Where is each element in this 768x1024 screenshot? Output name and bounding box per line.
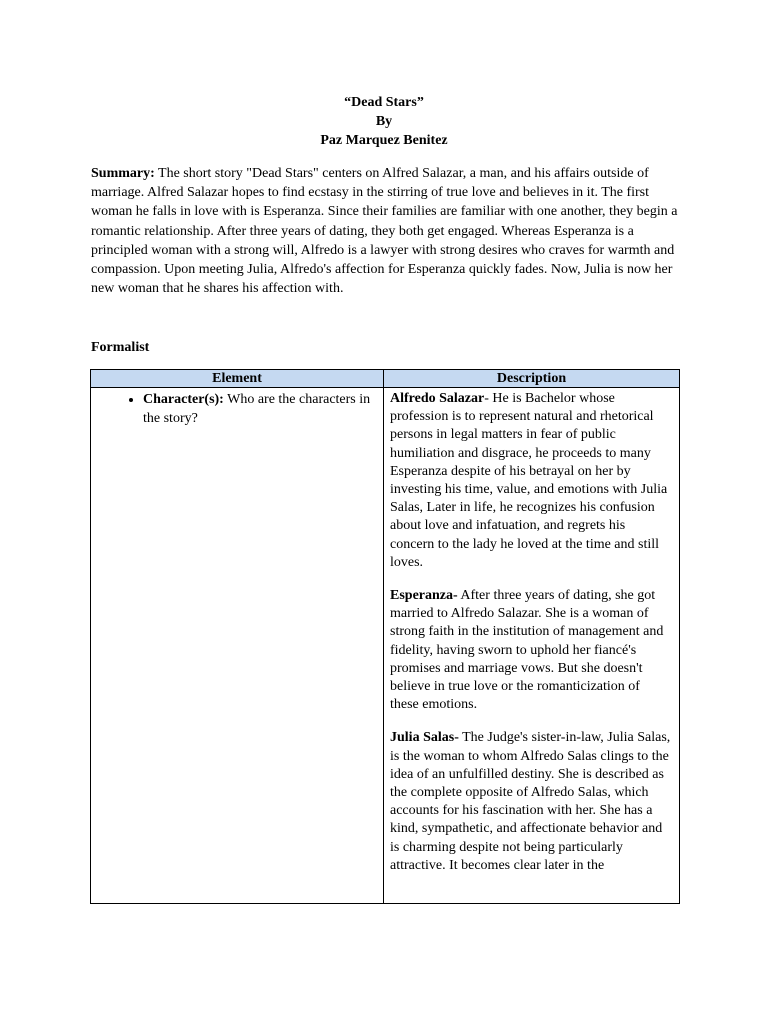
character-name: Alfredo Salazar	[390, 391, 485, 406]
element-text: Who are the characters in the story?	[143, 392, 371, 426]
character-name: Julia Salas-	[390, 730, 459, 746]
by-line: By	[375, 114, 393, 129]
title-block	[0, 93, 768, 150]
character-description: After three years of dating, she got married to Alfredo Salazar. She is a woman of strong faith in the institution of management and fidelity, having sworn to uphold her fiancé's promises and marriage vows. But she doesn't believe in true love or the romanticization of these emotions.	[390, 588, 664, 713]
formalist-table	[90, 369, 680, 904]
element-cell	[91, 388, 384, 904]
section-heading: Formalist	[91, 340, 150, 355]
header-description: Description	[384, 370, 680, 388]
summary-text: The short story "Dead Stars" centers on Alfred Salazar, a man, and his affairs outside of marriage. Alfred Salazar hopes to find ecstasy in the stirring of true love and believes in it. The first woman he falls in love with is Esperanza. Since their families are familiar with one another, they begin a romantic relationship. After three years of dating, they both get engaged. Whereas Esperanza is a principled woman with a strong will, Alfredo is a lawyer with strong desires who craves for warmth and compassion. Upon meeting Julia, Alfredo's affection for Esperanza quickly fades. Now, Julia is now her new woman that he shares his affection with.	[91, 166, 678, 297]
author-name: Paz Marquez Benitez	[320, 133, 448, 148]
description-cell	[384, 388, 680, 904]
list-item	[143, 390, 377, 428]
element-label: Character(s):	[143, 392, 224, 407]
header-element: Element	[91, 370, 384, 388]
summary-paragraph	[91, 164, 679, 298]
character-name: Esperanza-	[390, 588, 458, 604]
story-title: “Dead Stars”	[344, 95, 424, 110]
character-description: The Judge's sister-in-law, Julia Salas, is the woman to whom Alfredo Salas clings to the idea of an unfulfilled destiny. She is described as the complete opposite of Alfredo Salas, which accounts for his fascination with her. She has a kind, sympathetic, and affectionate behavior and is charming despite not being particularly attractive. It becomes clear later in the	[390, 730, 671, 873]
table-header-row	[91, 370, 680, 388]
description-esperanza	[390, 587, 671, 714]
description-julia	[390, 729, 671, 875]
character-description: - He is Bachelor whose profession is to represent natural and rhetorical persons in legal matters in fear of public humiliation and disgrace, he proceeds to many Esperanza despite of his betrayal on her by investing his time, value, and emotions with Julia Salas, Later in life, he recognizes his confusion about love and infatuation, and regrets his concern to the lady he loved at the time and still loves.	[390, 391, 668, 570]
table-row	[91, 388, 680, 904]
summary-label: Summary:	[91, 166, 155, 181]
element-list	[101, 390, 377, 428]
description-alfredo	[390, 390, 671, 572]
